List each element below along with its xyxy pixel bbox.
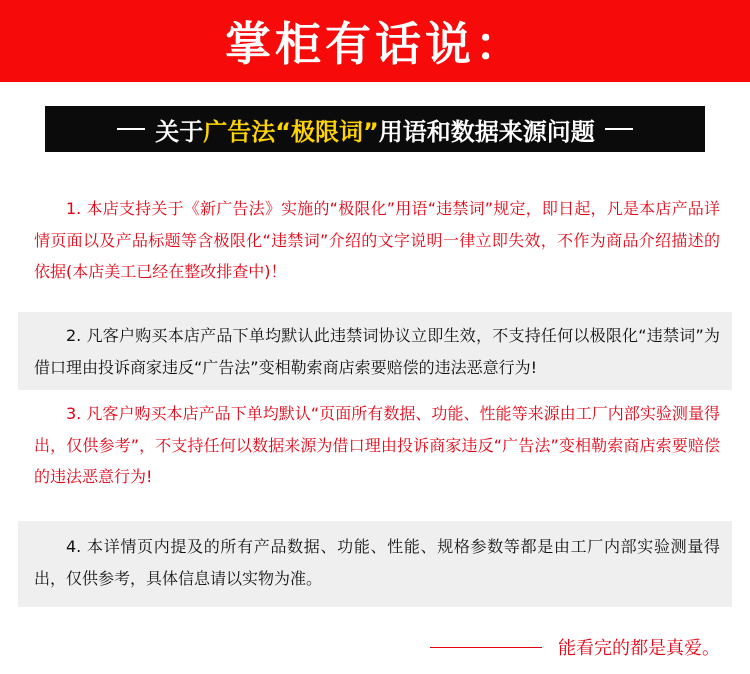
- notice-paragraph-2: 2. 凡客户购买本店产品下单均默认此违禁词协议立即生效，不支持任何以极限化“违禁词”为借口理由投诉商家违反“广告法”变相勒索商店索要赔偿的违法恶意行为!: [18, 312, 732, 390]
- title-banner: [0, 0, 750, 82]
- subtitle-suffix: 用语和数据来源问题: [378, 117, 595, 146]
- footer-text: 能看完的都是真爱。: [558, 638, 720, 659]
- subtitle-highlight: 广告法“极限词”: [203, 117, 379, 146]
- right-dash-decoration: [605, 128, 633, 130]
- subtitle-bar: [45, 106, 705, 152]
- left-dash-decoration: [117, 128, 145, 130]
- notice-paragraph-4: 4. 本详情页内提及的所有产品数据、功能、性能、规格参数等都是由工厂内部实验测量得出，仅供参考，具体信息请以实物为准。: [18, 521, 732, 607]
- footer-line-decoration: [430, 647, 542, 648]
- subtitle-prefix: 关于: [155, 117, 204, 146]
- banner-title: 掌柜有话说：: [225, 17, 525, 71]
- notice-paragraph-1: 1. 本店支持关于《新广告法》实施的“极限化”用语“违禁词”规定，即日起，凡是本店产品详情页面以及产品标题等含极限化“违禁词”介绍的文字说明一律立即失效，不作为商品介绍描述的依据(本店美工已经在整改排查中)！: [34, 199, 720, 281]
- notice-paragraph-3: 3. 凡客户购买本店产品下单均默认“页面所有数据、功能、性能等来源由工厂内部实验测量得出，仅供参考”，不支持任何以数据来源为借口理由投诉商家违反“广告法”变相勒索商店索要赔偿的违法恶意行为!: [34, 404, 720, 486]
- footer-note: [430, 634, 720, 660]
